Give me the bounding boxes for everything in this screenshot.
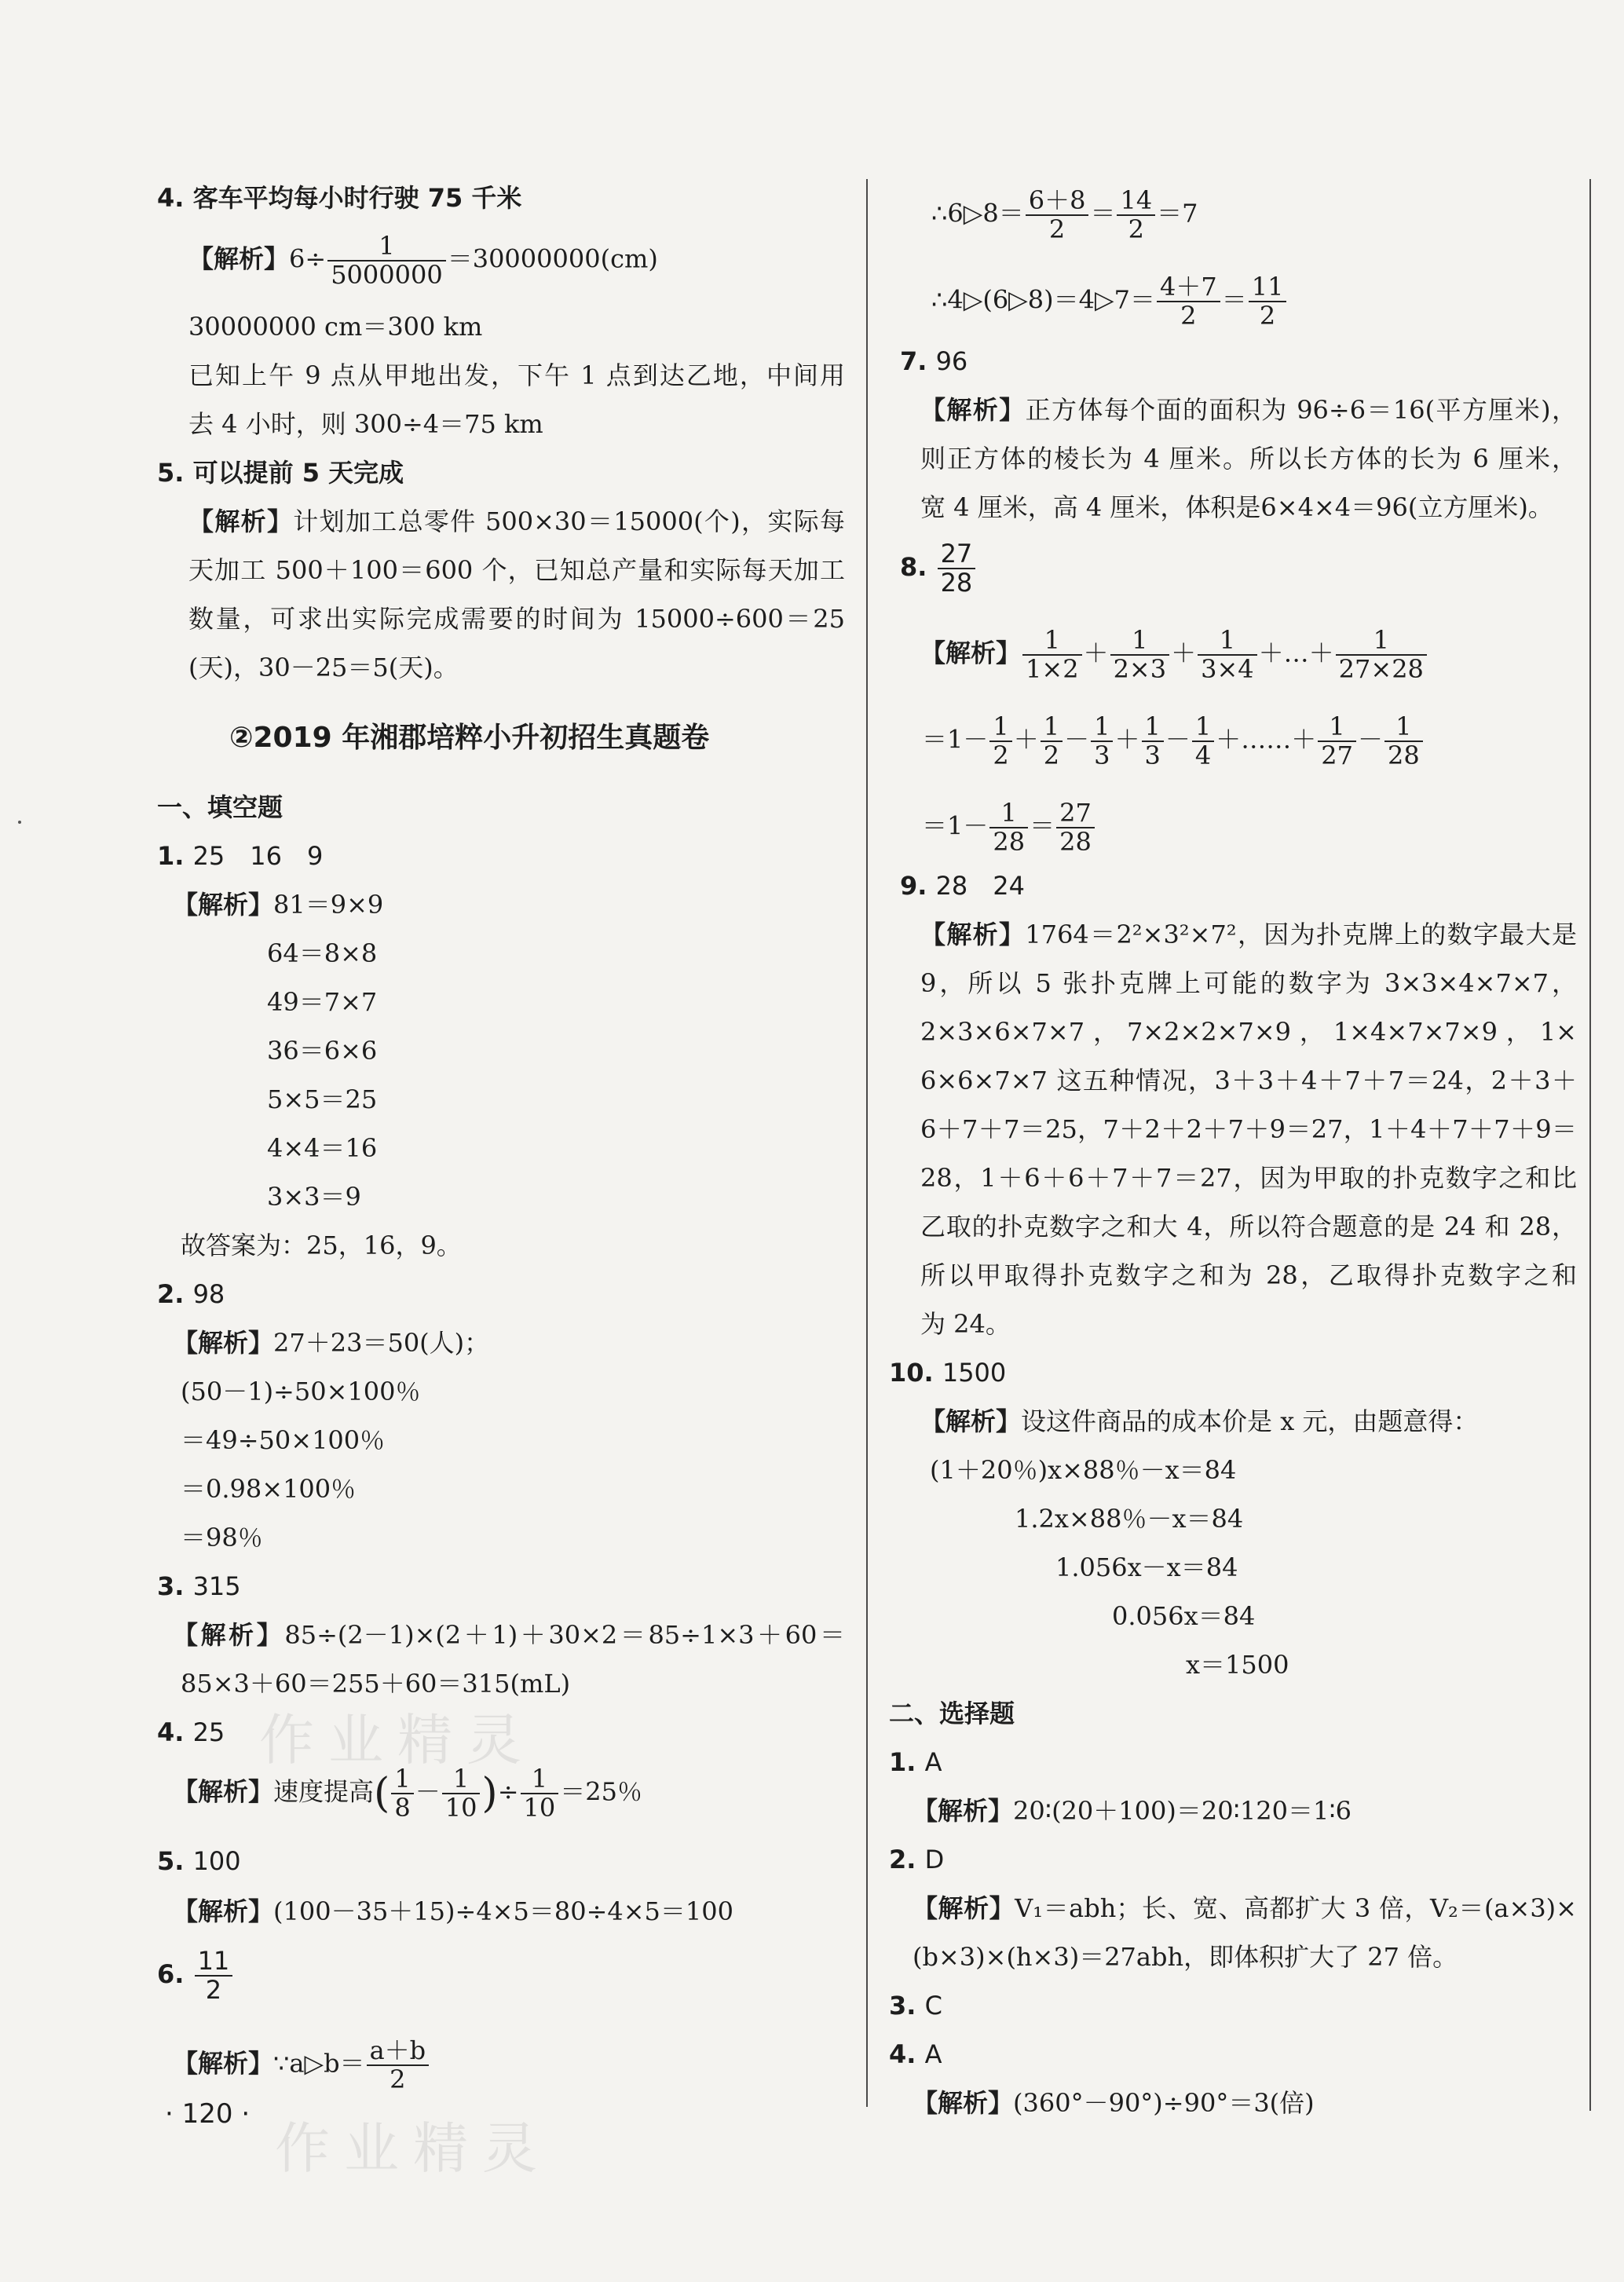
- analysis-line: 【解析】正方体每个面的面积为 96÷6＝16(平方厘米)，: [920, 395, 1577, 425]
- text-line: ＝49÷50×100％: [181, 1425, 386, 1455]
- text-line: 1.056x－x＝84: [1055, 1552, 1238, 1582]
- math-line: ∴4▷(6▷8)＝4▷7＝ $\frac{4+7}{2}$ ＝ $\frac{11}{2}$: [931, 273, 1288, 330]
- answer-2: 2. 98: [157, 1279, 225, 1309]
- fraction: $\frac{1}{2}$: [1041, 713, 1063, 770]
- answer-5-heading: 5. 可以提前 5 天完成: [157, 458, 404, 488]
- text-line: 6×6×7×7 这五种情况，3＋3＋4＋7＋7＝24，2＋3＋: [920, 1066, 1577, 1095]
- fraction: $\frac{1}{5000000}$: [327, 232, 446, 289]
- text-line: 乙取的扑克数字之和大 4，所以符合题意的是 24 和 28，: [920, 1212, 1577, 1242]
- fraction: $\frac{1}{1\times 2}$: [1022, 627, 1082, 683]
- text-line: (1＋20％)x×88％－x＝84: [930, 1455, 1237, 1485]
- section-heading: 二、选择题: [889, 1699, 1015, 1728]
- fraction: $\frac{1}{10}$: [442, 1765, 481, 1822]
- analysis-line: 【解析】(100－35＋15)÷4×5＝80÷4×5＝100: [173, 1896, 733, 1926]
- fraction: $\frac{1}{8}$: [391, 1765, 413, 1822]
- text-line: x＝1500: [1186, 1650, 1289, 1680]
- text-line: (天)，30－25＝5(天)。: [188, 653, 459, 682]
- text-line: 数量，可求出实际完成需要的时间为 15000÷600＝25: [188, 604, 845, 634]
- text-line: 宽 4 厘米，高 4 厘米，体积是6×4×4＝96(立方厘米)。: [920, 492, 1553, 522]
- answer-5: 5. 100: [157, 1846, 241, 1876]
- right-border: [1589, 179, 1591, 2111]
- fraction: $\frac{1}{27}$: [1318, 713, 1356, 770]
- text-line: 49＝7×7: [267, 987, 378, 1017]
- text-line: ＝0.98×100％: [181, 1474, 357, 1504]
- answer-3: 3. 315: [157, 1571, 241, 1601]
- fraction: $\frac{1}{2}$: [989, 713, 1011, 770]
- text-line: 64＝8×8: [267, 938, 378, 968]
- watermark: 作业精灵: [259, 1708, 536, 1772]
- math-line: ＝1－ $\frac{1}{2}$ ＋ $\frac{1}{2}$ － $\frac{1}{3}$ ＋ $\frac{1}{3}$ － $\frac{1}{4}$ ＋……＋ $\frac{1}{27}$ － $\frac{1}{28}$: [922, 713, 1425, 770]
- section-heading: 一、填空题: [157, 792, 283, 822]
- math-line: ∴6▷8＝ $\frac{6+8}{2}$ ＝ $\frac{14}{2}$ ＝7: [931, 185, 1198, 245]
- fraction: $\frac{14}{2}$: [1117, 187, 1155, 243]
- analysis-line: 【解析】计划加工总零件 500×30＝15000(个)，实际每: [188, 507, 845, 536]
- fraction: $\frac{11}{2}$: [195, 1947, 233, 2004]
- answer-6: 6. $\frac{11}{2}$: [157, 1947, 234, 2004]
- text-line: 85×3＋60＝255＋60＝315(mL): [181, 1669, 571, 1699]
- choice-3: 3. C: [889, 1991, 942, 2021]
- text-line: 故答案为：25，16，9。: [181, 1231, 462, 1260]
- fraction: $\frac{1}{10}$: [521, 1765, 559, 1822]
- text-line: 所以甲取得扑克数字之和为 28，乙取得扑克数字之和: [920, 1260, 1577, 1290]
- fraction: $\frac{4+7}{2}$: [1157, 273, 1220, 330]
- analysis-line: 【解析】设这件商品的成本价是 x 元，由题意得：: [920, 1406, 1479, 1436]
- choice-2: 2. D: [889, 1845, 945, 1874]
- text-line: 36＝6×6: [267, 1036, 378, 1066]
- text-line: 去 4 小时，则 300÷4＝75 km: [188, 409, 543, 439]
- fraction: $\frac{1}{28}$: [989, 799, 1028, 856]
- text-line: (50－1)÷50×100％: [181, 1377, 421, 1406]
- math-line: ＝1－ $\frac{1}{28}$ ＝ $\frac{27}{28}$: [922, 799, 1096, 856]
- fraction: $\frac{1}{2\times 3}$: [1110, 627, 1170, 683]
- analysis-line: 【解析】85÷(2－1)×(2＋1)＋30×2＝85÷1×3＋60＝: [173, 1620, 845, 1650]
- fraction: $\frac{11}{2}$: [1249, 273, 1287, 330]
- answer-4: 4. 25: [157, 1717, 225, 1747]
- analysis-line: 【解析】81＝9×9: [173, 890, 384, 920]
- text-line: 为 24。: [920, 1309, 1011, 1339]
- answer-10: 10. 1500: [889, 1358, 1007, 1388]
- column-divider: [866, 179, 868, 2107]
- choice-1: 1. A: [889, 1747, 942, 1777]
- fraction: $\frac{1}{4}$: [1192, 713, 1214, 770]
- fraction: $\frac{6+8}{2}$: [1026, 187, 1089, 243]
- analysis-line: 【解析】∵a▷b＝ $\frac{a+b}{2}$: [173, 2037, 430, 2094]
- text-line: 5×5＝25: [267, 1084, 378, 1114]
- analysis-line: 【解析】速度提高( $\frac{1}{8}$ － $\frac{1}{10}$ )÷ $\frac{1}{10}$ ＝25％: [173, 1764, 642, 1823]
- answer-1: 1. 25 16 9: [157, 841, 324, 871]
- fraction: $\frac{27}{28}$: [1056, 799, 1095, 856]
- watermark: 作业精灵: [275, 2116, 551, 2181]
- analysis-line: 【解析】(360°－90°)÷90°＝3(倍): [913, 2088, 1315, 2118]
- fraction: $\frac{1}{28}$: [1384, 713, 1423, 770]
- answer-9: 9. 28 24: [900, 871, 1026, 901]
- analysis-line: 【解析】V₁＝abh；长、宽、高都扩大 3 倍，V₂＝(a×3)×: [913, 1893, 1577, 1923]
- text-line: 4×4＝16: [267, 1133, 378, 1163]
- fraction: $\frac{1}{27\times 28}$: [1336, 627, 1427, 683]
- answer-7: 7. 96: [900, 346, 968, 376]
- text-line: 0.056x＝84: [1112, 1601, 1256, 1631]
- text-line: 30000000 cm＝300 km: [188, 312, 483, 342]
- fraction: $\frac{a+b}{2}$: [367, 2037, 430, 2094]
- text-line: 6＋7＋7＝25，7＋2＋2＋7＋9＝27，1＋4＋7＋7＋9＝: [920, 1114, 1577, 1144]
- analysis-line: 【解析】27＋23＝50(人)；: [173, 1328, 490, 1358]
- fraction: $\frac{1}{3\times 4}$: [1198, 627, 1257, 683]
- section-title: ②2019 年湘郡培粹小升初招生真题卷: [229, 722, 710, 754]
- text-line: 已知上午 9 点从甲地出发，下午 1 点到达乙地，中间用: [188, 360, 845, 390]
- fraction: $\frac{27}{28}$: [938, 540, 976, 597]
- text-line: 9，所以 5 张扑克牌上可能的数字为 3×3×4×7×7，: [920, 968, 1577, 998]
- text-line: 天加工 500＋100＝600 个，已知总产量和实际每天加工: [188, 555, 845, 585]
- choice-4: 4. A: [889, 2039, 942, 2069]
- text-line: ＝98％: [181, 1523, 263, 1552]
- text-line: 则正方体的棱长为 4 厘米。所以长方体的长为 6 厘米，: [920, 444, 1577, 474]
- text-line: (b×3)×(h×3)＝27abh，即体积扩大了 27 倍。: [913, 1942, 1458, 1972]
- fraction: $\frac{1}{3}$: [1091, 713, 1113, 770]
- text-line: 2×3×6×7×7，7×2×2×7×9，1×4×7×7×9，1×: [920, 1017, 1577, 1047]
- analysis-line: 【解析】 $\frac{1}{1\times 2}$ ＋ $\frac{1}{2\times 3}$ ＋ $\frac{1}{3\times 4}$ ＋…＋ $\frac{1}{27\times 28}$: [920, 627, 1428, 683]
- text-line: 28，1＋6＋6＋7＋7＝27，因为甲取的扑克数字之和比: [920, 1163, 1577, 1193]
- analysis-line: 【解析】6÷ $\frac{1}{5000000}$ ＝30000000(cm): [188, 231, 658, 291]
- analysis-line: 【解析】20∶(20＋100)＝20∶120＝1∶6: [913, 1796, 1352, 1826]
- answer-8: 8. $\frac{27}{28}$: [900, 540, 977, 597]
- text-line: 1.2x×88％－x＝84: [1015, 1504, 1244, 1534]
- text-line: 3×3＝9: [267, 1182, 361, 1212]
- analysis-line: 【解析】1764＝2²×3²×7²，因为扑克牌上的数字最大是: [920, 920, 1577, 949]
- page-number: · 120 ·: [165, 2098, 251, 2130]
- answer-4-heading: 4. 客车平均每小时行驶 75 千米: [157, 183, 522, 213]
- scan-dot: [18, 821, 21, 824]
- fraction: $\frac{1}{3}$: [1142, 713, 1164, 770]
